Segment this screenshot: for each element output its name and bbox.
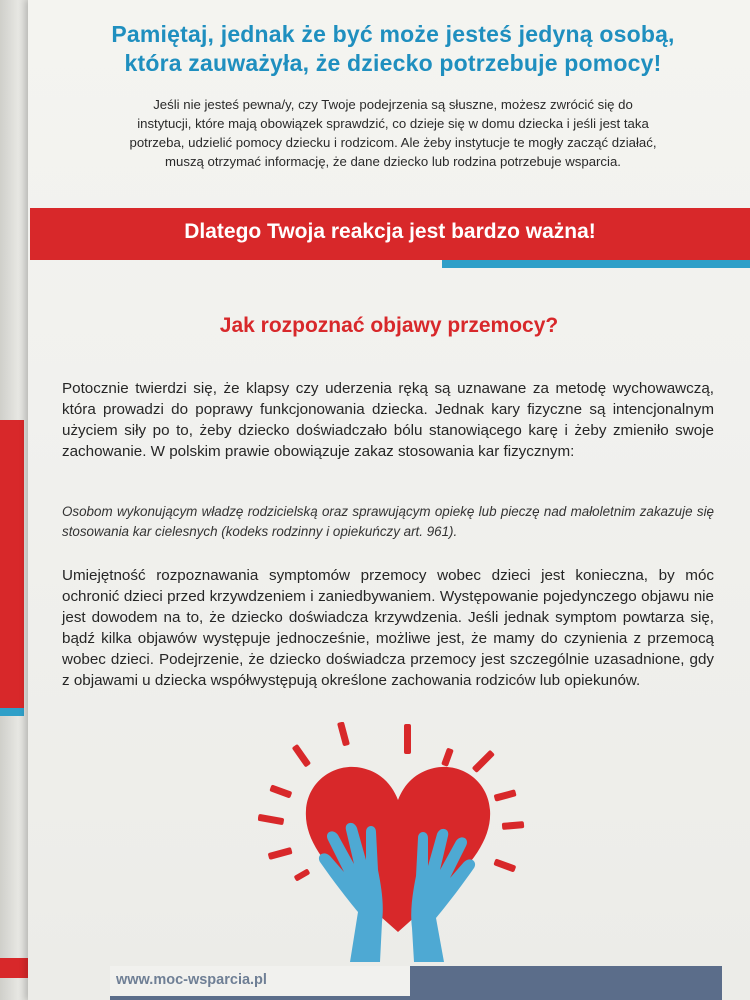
leaflet-page xyxy=(28,0,750,1000)
intro-text xyxy=(68,95,718,171)
intro-line-1: Jeśli nie jesteś pewna/y, czy Twoje podejrzenia są słuszne, możesz zwrócić się do xyxy=(153,97,633,112)
heart-hands-icon xyxy=(258,722,538,962)
headline-line-2: która zauważyła, że dziecko potrzebuje pomocy! xyxy=(124,50,662,76)
paragraph-law-quote: Osobom wykonującym władzę rodzicielską oraz sprawującym opiekę lub pieczę nad małoletnim zakazuje się stosowania kar cielesnych (kodeks rodzinny i opiekuńczy art. 961). xyxy=(62,504,714,539)
blue-accent-stripe xyxy=(442,260,750,268)
red-banner xyxy=(30,208,750,260)
section-title: Jak rozpoznać objawy przemocy? xyxy=(219,314,559,337)
banner-text: Dlatego Twoja reakcja jest bardzo ważna! xyxy=(184,220,596,243)
intro-line-4: muszą otrzymać informację, że dane dziecko lub rodzina potrzebuje wsparcia. xyxy=(165,154,621,169)
paragraph-corporal-punishment: Potocznie twierdzi się, że klapsy czy uderzenia ręką są uznawane za metodę wychowawczą, która prowadzi do poprawy funkcjonowania dziecka. Jednak kary fizyczne są intencjonalnym użyciem siły po to, żeby dziecko doświadczało bólu stanowiącego karę i żeby zmieniło swoje zachowanie. W polskim prawie obowiązuje zakaz stosowania kar fizycznym: xyxy=(62,380,714,460)
website-link[interactable]: www.moc-wsparcia.pl xyxy=(116,972,267,988)
intro-line-2: instytucji, które mają obowiązek sprawdzić, co dzieje się w domu dziecka i jeśli jest taka xyxy=(137,116,649,131)
left-blue-tab xyxy=(0,708,24,716)
paragraph-symptoms: Umiejętność rozpoznawania symptomów przemocy wobec dzieci jest konieczna, by móc ochronić dzieci przed krzywdzeniem i zaniedbywaniem. Występowanie pojedynczego objawu nie jest dowodem na to, że dziecko doświadcza krzywdzenia. Jeśli jednak symptom powtarza się, bądź kilka objawów występuje jednocześnie, możliwe jest, że mamy do czynienia z przemocą wobec dzieci. Podejrzenie, że dziecko doświadcza przemocy jest szczególnie uzasadnione, gdy z objawami u dziecka współwystępują określone zachowania rodziców lub opiekunów. xyxy=(62,567,714,689)
headline-line-1: Pamiętaj, jednak że być może jesteś jedyną osobą, xyxy=(111,21,675,47)
intro-line-3: potrzeba, udzielić pomocy dziecku i rodzicom. Ale żeby instytucje te mogły zacząć działać, xyxy=(129,135,657,150)
left-red-tab xyxy=(0,420,24,710)
headline xyxy=(58,20,728,78)
